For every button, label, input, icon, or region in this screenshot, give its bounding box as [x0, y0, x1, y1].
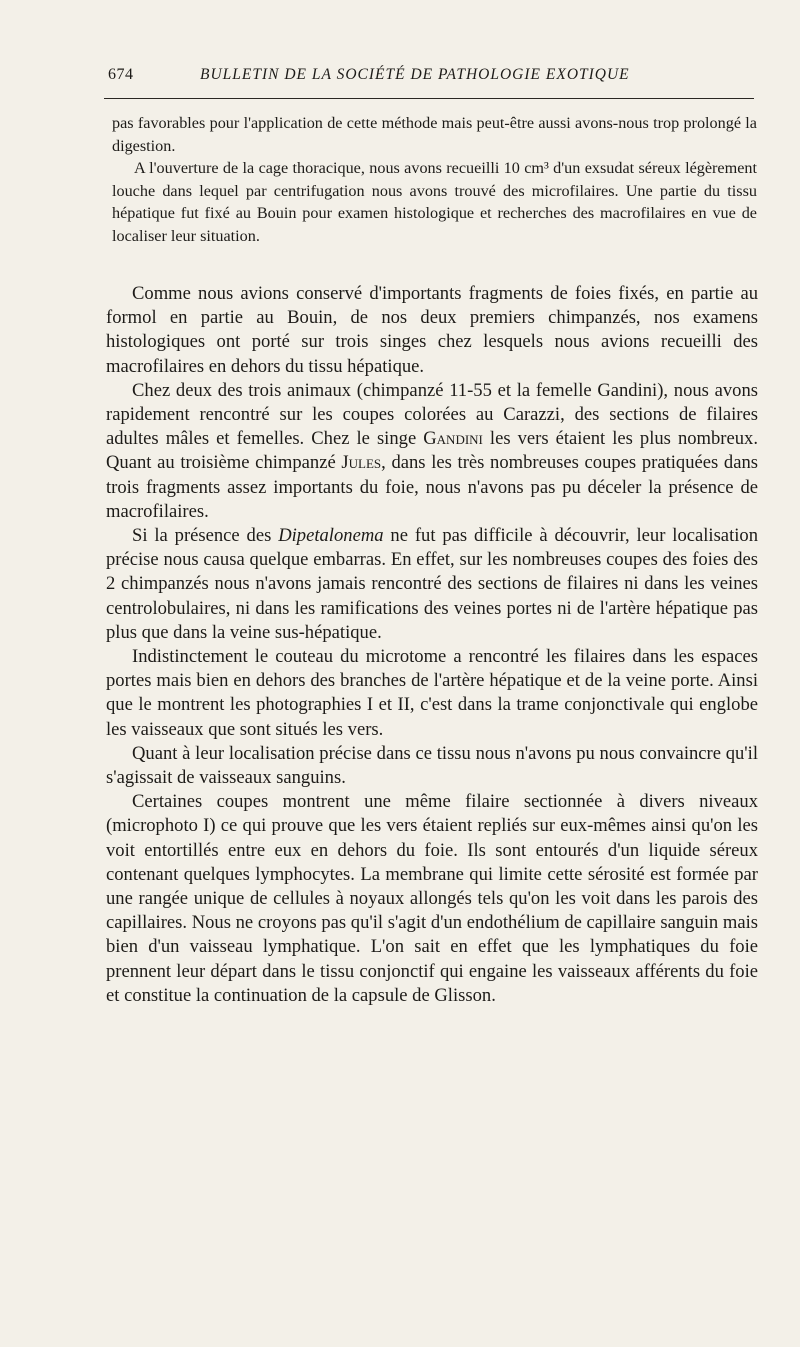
small-paragraph-2: A l'ouverture de la cage thoracique, nous avons recueilli 10 cm³ d'un exsudat séreux légèrement louche dans lequel par centrifugation nous avons trouvé des microfilaires. Une partie du tissu hépatique fut fixé au Bouin pour examen histologique et recherches des macrofilaires en vue de localiser leur situation.: [112, 159, 757, 245]
paragraph-5: Quant à leur localisation précise dans ce tissu nous n'avons pu nous convaincre qu'il s'agissait de vaisseaux sanguins.: [106, 742, 758, 789]
page-number: 674: [108, 66, 134, 83]
journal-title: BULLETIN DE LA SOCIÉTÉ DE PATHOLOGIE EXOTIQUE: [200, 66, 630, 83]
genus-name: Dipetalonema: [278, 525, 384, 547]
paragraph-2-text-b: les vers étaient les plus nombreux. Quant au troisième chimpanzé: [106, 428, 758, 474]
paragraph-2-text-c: , dans les très nombreuses coupes pratiquées dans trois fragments assez importants du foie, nous n'avons pas pu déceler la présence de macrofilaires.: [106, 452, 758, 522]
paragraph-6: Certaines coupes montrent une même filaire sectionnée à divers niveaux (microphoto I) ce qui prouve que les vers étaient repliés sur eux-mêmes ainsi qu'on les voit entortillés entre eux en dehors du foie. Ils sont entourés d'un liquide séreux contenant quelques lymphocytes. La membrane qui limite cette sérosité est formée par une rangée unique de cellules à noyaux allongés tels qu'on les voit dans les parois des capillaires. Nous ne croyons pas qu'il s'agit d'un endothélium de capillaire sanguin mais bien d'un vaisseau lymphatique. L'on sait en effet que les lymphatiques du foie prennent leur départ dans le tissu conjonctif qui engaine les vaisseaux afférents du foie et constitue la continuation de la capsule de Glisson.: [106, 791, 758, 1006]
monkey-name-gandini: Gandini: [423, 428, 483, 450]
paragraph-2-text-a: Chez deux des trois animaux (chimpanzé 11-55 et la femelle Gandini), nous avons rapidement rencontré sur les coupes colorées au Carazzi, des sections de filaires adultes mâles et femelles. Chez le singe: [106, 379, 758, 450]
monkey-name-jules: Jules: [341, 452, 382, 474]
paragraph-3: [106, 524, 758, 645]
paragraph-4: Indistinctement le couteau du microtome a rencontré les filaires dans les espaces portes mais bien en dehors des branches de l'artère hépatique et de la veine porte. Ainsi que le montrent les photographies I et II, c'est dans la trame conjonctivale qui englobe les vaisseaux que sont situés les vers.: [106, 646, 758, 740]
paragraph-1: Comme nous avions conservé d'importants fragments de foies fixés, en partie au formol en partie au Bouin, de nos deux premiers chimpanzés, nos examens histologiques ont porté sur trois singes chez lesquels nous avions recueilli des macrofilaires en dehors du tissu hépatique.: [106, 283, 758, 377]
running-head: [104, 62, 758, 90]
header-rule: [104, 98, 754, 99]
main-body: [106, 282, 758, 1008]
small-print-section: [112, 112, 757, 247]
book-page: [104, 62, 758, 1006]
paragraph-2: [106, 379, 758, 524]
small-paragraph-1: pas favorables pour l'application de cette méthode mais peut-être aussi avons-nous trop prolongé la digestion.: [112, 114, 757, 155]
paragraph-3-text-a: Si la présence des: [132, 525, 279, 547]
paragraph-3-text-b: ne fut pas difficile à découvrir, leur localisation précise nous causa quelque embarras. En effet, sur les nombreuses coupes des foies des 2 chimpanzés nous n'avons jamais rencontré des sections de filaires ni dans les veines centrolobulaires, ni dans les ramifications des veines portes ni de l'artère hépatique pas plus que dans la veine sus-hépatique.: [106, 525, 758, 643]
